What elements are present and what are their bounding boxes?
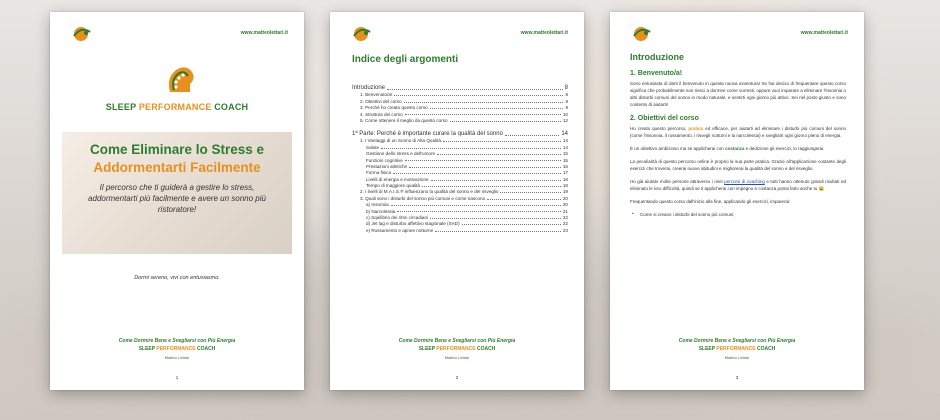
page-number: 1 bbox=[175, 375, 179, 380]
coaching-link[interactable]: percorsi di coaching bbox=[724, 178, 765, 184]
page-footer: Come Dormire Bene e Svegliarsi con Più Energia SLEEP PERFORMANCE COACH Matteo Lettari bbox=[678, 338, 796, 360]
brand-logo-icon bbox=[162, 64, 198, 96]
toc-dot-leader bbox=[430, 108, 564, 109]
cover-title-line2: Addormentarti Facilmente bbox=[93, 160, 261, 175]
toc-entry[interactable] bbox=[352, 82, 568, 91]
toc-entry-page: 14 bbox=[562, 138, 568, 144]
toc-dot-leader bbox=[431, 180, 561, 181]
paragraph: È un obiettivo ambizioso ma se applicherai con costanza e dedizione gli esercizi, lo raggiungerai. bbox=[630, 145, 825, 151]
toc-entry-page: 14 bbox=[561, 130, 568, 137]
brand-logo-icon bbox=[350, 24, 376, 44]
toc-entry-label: Tempo di maggiore qualità bbox=[366, 183, 420, 189]
toc-dot-leader bbox=[391, 205, 561, 206]
toc-entry-label: d) Jet lag e disturbo affettivo stagionale (SAD) bbox=[366, 221, 460, 227]
toc-entry-label: Funzioni cognitive bbox=[366, 157, 403, 163]
section-heading: 2. Obiettivi del corso bbox=[630, 114, 699, 122]
toc-title: Indice degli argomenti bbox=[352, 54, 459, 65]
toc-entry-page: 15 bbox=[562, 151, 568, 157]
toc-dot-leader bbox=[443, 141, 561, 142]
paragraph: Frequentando questo corso dall'inizio alla fine, applicando gli esercizi, imparerai: bbox=[630, 198, 791, 204]
toc-entry-label: Forma fisica bbox=[366, 170, 392, 176]
brand-name: SLEEP PERFORMANCE COACH bbox=[105, 102, 249, 112]
brand-logo-icon bbox=[70, 24, 96, 44]
toc-dot-leader bbox=[409, 167, 561, 168]
toc-entry-page: 12 bbox=[562, 117, 568, 123]
toc-entry[interactable] bbox=[352, 226, 568, 232]
toc-entry-label: 3. Perché ho creato questo corso bbox=[360, 105, 428, 111]
toc-entry-page: 17 bbox=[562, 170, 568, 176]
cover-subtitle: Il percorso che ti guiderà a gestire lo stress, addormentarti più facilmente e avere un sonno più ristoratore! bbox=[88, 183, 266, 214]
toc-entry-label: 2. I livelli di M.A.I.S.® influenzano la qualità del sonno e del risveglio bbox=[360, 189, 499, 195]
toc-entry-label: e) Russamento e apnee notturne bbox=[366, 227, 434, 233]
toc-entry-page: 22 bbox=[562, 221, 568, 227]
site-url[interactable]: www.matteolettari.it bbox=[800, 30, 848, 36]
toc-entry-page: 21 bbox=[562, 208, 568, 214]
toc-dot-leader bbox=[394, 95, 563, 96]
toc-entry-label: 2. Obiettivi del corso bbox=[360, 98, 402, 104]
toc-entry-page: 8 bbox=[565, 92, 568, 98]
toc-entry-page: 10 bbox=[562, 111, 568, 117]
toc-list bbox=[352, 82, 568, 233]
toc-entry-page: 16 bbox=[562, 163, 568, 169]
page-number: 2 bbox=[455, 375, 459, 380]
toc-entry[interactable] bbox=[352, 128, 568, 137]
page-number: 3 bbox=[735, 375, 739, 380]
toc-entry-label: a) Insonnia bbox=[366, 202, 389, 208]
toc-dot-leader bbox=[487, 199, 561, 200]
page-footer: Come Dormire Bene e Svegliarsi con Più Energia SLEEP PERFORMANCE COACH Matteo Lettari bbox=[398, 338, 516, 360]
toc-dot-leader bbox=[435, 231, 561, 232]
intro-content bbox=[630, 66, 846, 217]
toc-entry-label: 1ª Parte: Perché è importante curare la qualità del sonno bbox=[352, 130, 503, 137]
toc-dot-leader bbox=[405, 114, 561, 115]
toc-dot-leader bbox=[462, 224, 561, 225]
toc-entry-label: Prestazioni atletiche bbox=[366, 163, 408, 169]
toc-dot-leader bbox=[505, 135, 559, 136]
toc-dot-leader bbox=[381, 148, 561, 149]
toc-entry-label: 3. Quali sono i disturbi del sonno più comuni e come nascono bbox=[360, 195, 486, 201]
toc-entry-page: 8 bbox=[564, 85, 568, 91]
toc-dot-leader bbox=[450, 121, 561, 122]
toc-dot-leader bbox=[404, 102, 564, 103]
paragraph: La peculiarità di questo percorso online è proprio la sua parte pratica. Grazie all'applicazione costante degli esercizi che troverai, creerai nuove abitudini e migliorerai la qualità del sonno e del risveglio. bbox=[630, 158, 846, 171]
page-cover bbox=[50, 12, 304, 390]
toc-entry-page: 18 bbox=[562, 176, 568, 182]
toc-entry-page: 23 bbox=[562, 227, 568, 233]
toc-dot-leader bbox=[405, 160, 561, 161]
toc-entry-label: Salute bbox=[366, 144, 380, 150]
intro-title: Introduzione bbox=[630, 52, 684, 62]
cover-note: Dormi sereno, vivi con entusiasmo. bbox=[134, 275, 220, 281]
toc-entry-page: 15 bbox=[562, 157, 568, 163]
toc-entry-label: c) Squilibrio dei ritmi circadiani bbox=[366, 215, 429, 221]
toc-dot-leader bbox=[430, 218, 561, 219]
toc-entry-label: Livelli di energia e motivazione bbox=[366, 176, 429, 182]
toc-entry-label: 1. I Vantaggi di un Sonno di Alta Qualità bbox=[360, 138, 441, 144]
paragraph: Ho creato questo percorso, pratico ed efficace, per aiutarti ad eliminare i disturbi più comuni del sonno (come l'insonnia, il russamento, i risvegli notturni e la narcolessia) e svegliarti ogni giorno pieno di energia. bbox=[630, 125, 847, 138]
paragraph: Sono entusiasta di darti il benvenuto in questa nuova avventura! Se hai deciso di frequentare questo corso significa che probabilmente non riesci a dormire come vorresti, oppure vuoi imparare a eliminare l'insonnia o altri disturbi comuni del sonno in modo naturale, e sentirti ogni giorno più attivo. Sei nel posto giusto e sono contento di aiutarti! bbox=[630, 81, 846, 107]
list-item: • Come si creano i disturbi del sonno più comuni; bbox=[630, 212, 846, 217]
toc-entry-label: b) Narcolessia bbox=[366, 208, 396, 214]
toc-entry-page: 20 bbox=[562, 202, 568, 208]
toc-entry-page: 22 bbox=[562, 215, 568, 221]
toc-entry-page: 20 bbox=[562, 195, 568, 201]
toc-dot-leader bbox=[437, 154, 561, 155]
toc-dot-leader bbox=[387, 89, 563, 90]
toc-entry-label: 5. Come ottenere il meglio da questo corso bbox=[360, 117, 448, 123]
paragraph: Ho già aiutato molte persone attraverso i miei percorsi di coaching e tutti hanno ottenuto grandi risultati ed eliminato le loro difficoltà, quindi se ti applicherai con impegno e costanza potrai farlo anche tu 😀 bbox=[630, 178, 846, 191]
site-url[interactable]: www.matteolettari.it bbox=[240, 30, 288, 36]
toc-entry-page: 8 bbox=[565, 98, 568, 104]
page-toc bbox=[330, 12, 584, 390]
brand-logo-icon bbox=[630, 24, 656, 44]
page-intro bbox=[610, 12, 864, 390]
toc-entry-page: 14 bbox=[562, 144, 568, 150]
toc-entry-page: 9 bbox=[565, 105, 568, 111]
toc-dot-leader bbox=[422, 186, 561, 187]
section-heading: 1. Benvenuto/a! bbox=[630, 70, 683, 77]
toc-dot-leader bbox=[397, 211, 561, 212]
toc-entry-label: 4. Struttura del corso bbox=[360, 111, 403, 117]
page-footer: Come Dormire Bene e Svegliarsi con Più Energia SLEEP PERFORMANCE COACH Matteo Lettari bbox=[118, 338, 236, 360]
toc-entry-page: 19 bbox=[562, 189, 568, 195]
cover-hero bbox=[62, 132, 292, 254]
site-url[interactable]: www.matteolettari.it bbox=[520, 30, 568, 36]
toc-entry-label: 1. Benvenuto/a! bbox=[360, 92, 393, 98]
toc-entry-label: Introduzione bbox=[352, 85, 386, 91]
toc-dot-leader bbox=[393, 173, 561, 174]
cover-title-line1: Come Eliminare lo Stress e bbox=[89, 142, 265, 157]
toc-dot-leader bbox=[500, 192, 560, 193]
toc-entry-page: 18 bbox=[562, 183, 568, 189]
toc-entry-label: Gestione dello stress e dell'umore bbox=[366, 151, 436, 157]
